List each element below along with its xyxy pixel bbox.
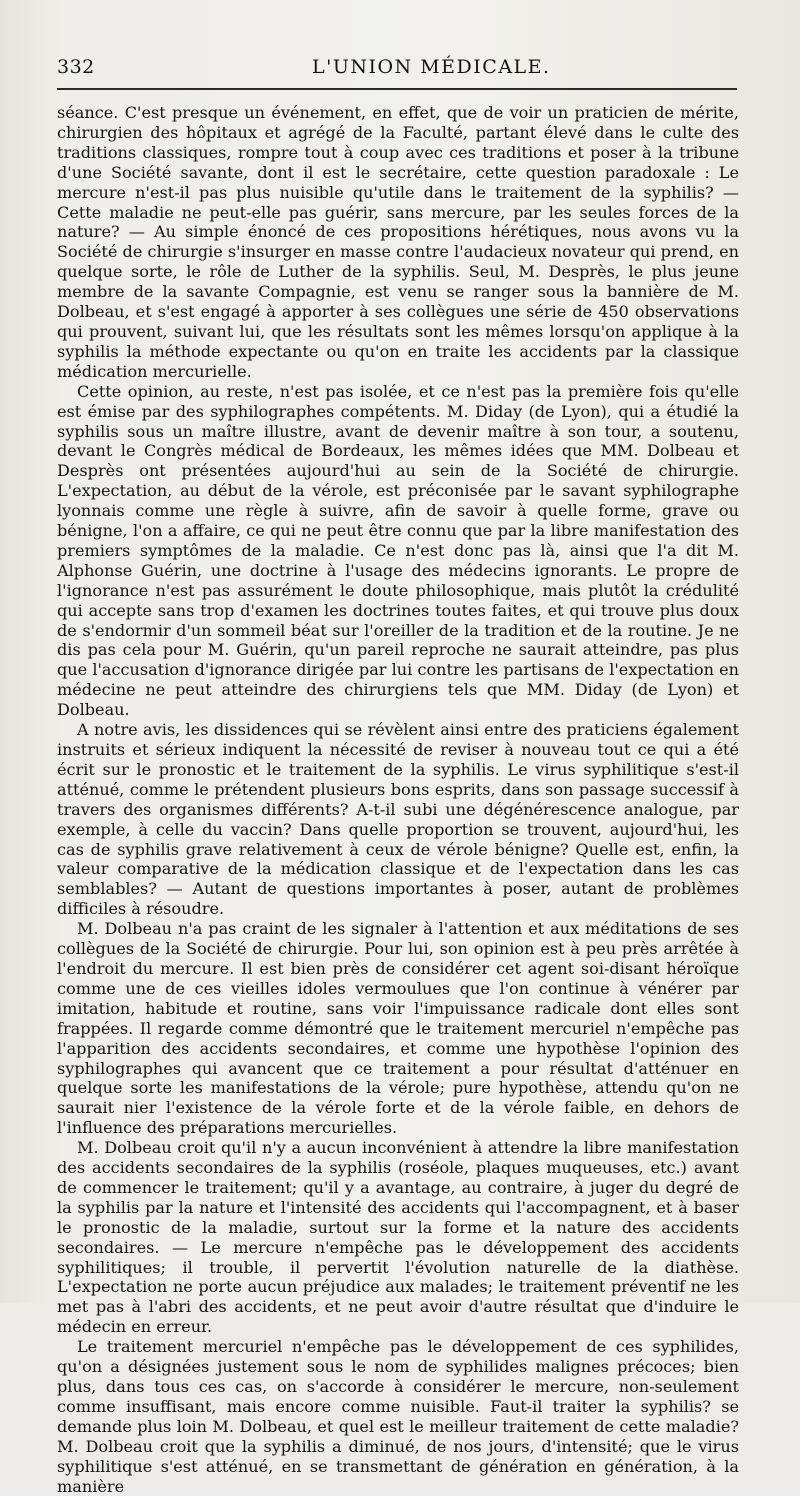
paragraph-1: séance. C'est presque un événement, en effet, que de voir un praticien de mérite, chirurgien des hôpitaux et agrégé de la Faculté, partant élevé dans le culte des traditions classiques, rompre tout à coup avec ces traditions et poser à la tribune d'une Société savante, dont il est le secrétaire, cette question paradoxale : Le mercure n'est-il pas plus nuisible qu'utile dans le traitement de la syphilis? — Cette maladie ne peut-elle pas guérir, sans mercure, par les seules forces de la nature? — Au simple énoncé de ces propositions hérétiques, nous avons vu la Société de chirurgie s'insurger en masse contre l'audacieux novateur qui prend, en quelque sorte, le rôle de Luther de la syphilis. Seul, M. Desprès, le plus jeune membre de la savante Compagnie, est venu se ranger sous la bannière de M. Dolbeau, et s'est engagé à apporter à ses collègues une série de 450 observations qui prouvent, suivant lui, que les résultats sont les mêmes lorsqu'on applique à la syphilis la méthode expectante ou qu'on en traite les accidents par la classique médication mercurielle.: [57, 103, 739, 381]
paragraph-2: Cette opinion, au reste, n'est pas isolée, et ce n'est pas la première fois qu'elle est émise par des syphilographes compétents. M. Diday (de Lyon), qui a étudié la syphilis sous un maître illustre, avant de devenir maître à son tour, a soutenu, devant le Congrès médical de Bordeaux, les mêmes idées que MM. Dolbeau et Desprès ont présentées aujourd'hui au sein de la Société de chirurgie. L'expectation, au début de la vérole, est préconisée par le savant syphilographe lyonnais comme une règle à suivre, afin de savoir à quelle forme, grave ou bénigne, l'on a affaire, ce qui ne peut être connu que par la libre manifestation des premiers symptômes de la maladie. Ce n'est donc pas là, ainsi que l'a dit M. Alphonse Guérin, une doctrine à l'usage des médecins ignorants. Le propre de l'ignorance n'est pas assurément le doute philosophique, mais plutôt la crédulité qui accepte sans trop d'examen les doctrines toutes faites, et qui trouve plus doux de s'endormir d'un sommeil béat sur l'oreiller de la tradition et de la routine. Je ne dis pas cela pour M. Guérin, qu'un pareil reproche ne saurait atteindre, pas plus que l'accusation d'ignorance dirigée par lui contre les partisans de l'expectation en médecine ne peut atteindre des chirurgiens tels que MM. Diday (de Lyon) et Dolbeau.: [57, 381, 739, 720]
article-body: [57, 103, 739, 1496]
journal-title: L'UNION MÉDICALE.: [312, 56, 551, 78]
paragraph-6: Le traitement mercuriel n'empêche pas le développement de ces syphilides, qu'on a désignées justement sous le nom de syphilides malignes précoces; bien plus, dans tous ces cas, on s'accorde à considérer le mercure, non-seulement comme insuffisant, mais encore comme nuisible. Faut-il traiter la syphilis? se demande plus loin M. Dolbeau, et quel est le meilleur traitement de cette maladie? M. Dolbeau croit que la syphilis a diminué, de nos jours, d'intensité; que le virus syphilitique s'est atténué, en se transmettant de génération en génération, à la manière: [57, 1337, 739, 1496]
paragraph-3: A notre avis, les dissidences qui se révèlent ainsi entre des praticiens également instruits et sérieux indiquent la nécessité de reviser à nouveau tout ce qui a été écrit sur le pronostic et le traitement de la syphilis. Le virus syphilitique s'est-il atténué, comme le prétendent plusieurs bons esprits, dans son passage successif à travers des organismes différents? A-t-il subi une dégénérescence analogue, par exemple, à celle du vaccin? Dans quelle proportion se trouvent, aujourd'hui, les cas de syphilis grave relativement à ceux de vérole bénigne? Quelle est, enfin, la valeur comparative de la médication classique et de l'expectation dans les cas semblables? — Autant de questions importantes à poser, autant de problèmes difficiles à résoudre.: [57, 720, 739, 919]
paragraph-5: M. Dolbeau croit qu'il n'y a aucun inconvénient à attendre la libre manifestation des accidents secondaires de la syphilis (roséole, plaques muqueuses, etc.) avant de commencer le traitement; qu'il y a avantage, au contraire, à juger du degré de la syphilis par la nature et l'intensité des accidents qui l'accompagnent, et à baser le pronostic de la maladie, surtout sur la forme et la nature des accidents secondaires. — Le mercure n'empêche pas le développement des accidents syphilitiques; il trouble, il pervertit l'évolution naturelle de la diathèse. L'expectation ne porte aucun préjudice aux malades; le traitement préventif ne les met pas à l'abri des accidents, et ne peut avoir d'autre résultat que d'induire le médecin en erreur.: [57, 1138, 739, 1337]
paragraph-4: M. Dolbeau n'a pas craint de les signaler à l'attention et aux méditations de ses collègues de la Société de chirurgie. Pour lui, son opinion est à peu près arrêtée à l'endroit du mercure. Il est bien près de considérer cet agent soi-disant héroïque comme une de ces vieilles idoles vermoulues que l'on continue à vénérer par imitation, habitude et routine, sans voir l'impuissance radicale dont elles sont frappées. Il regarde comme démontré que le traitement mercuriel n'empêche pas l'apparition des accidents secondaires, et comme une hypothèse l'opinion des syphilographes qui avancent que ce traitement a pour résultat d'atténuer en quelque sorte les manifestations de la vérole; pure hypothèse, attendu qu'on ne saurait nier l'existence de la vérole forte et de la vérole faible, en dehors de l'influence des préparations mercurielles.: [57, 919, 739, 1138]
header-rule: [57, 88, 737, 90]
running-head: [57, 50, 737, 82]
page-number: 332: [57, 56, 95, 78]
